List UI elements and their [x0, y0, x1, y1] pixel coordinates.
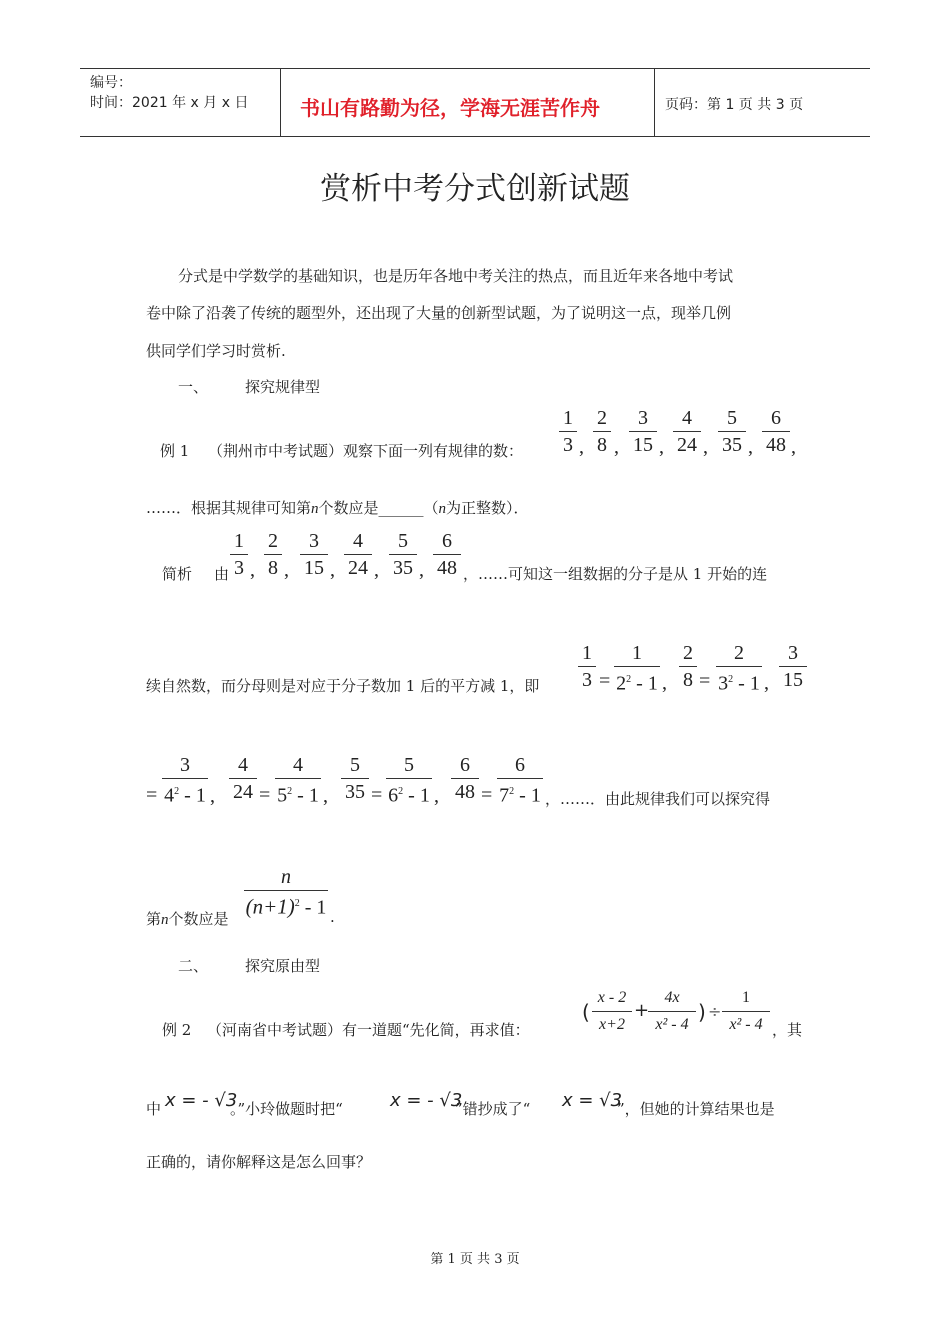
question-mid: 个数应是______（ [318, 499, 439, 517]
ex1-fraction [559, 405, 577, 458]
right-paren: ) [698, 1000, 706, 1024]
fraction-numerator: 3 [779, 640, 807, 667]
fraction-denominator: 8 [597, 434, 607, 456]
ex1-fraction [673, 405, 701, 458]
eq-fraction [716, 640, 762, 697]
comma: , [210, 785, 215, 807]
general-term-fraction [244, 864, 328, 921]
equals-sign: = [259, 784, 271, 806]
fraction-denominator: 15 [304, 557, 324, 579]
expr-fraction [722, 985, 770, 1038]
exponent: 2 [294, 898, 300, 909]
header-top-rule [80, 68, 870, 69]
conclusion-text [146, 908, 229, 929]
fraction-denominator: 8 [268, 557, 278, 579]
fraction-numerator: 1 [722, 985, 770, 1012]
intro-line-2: 卷中除了沿袭了传统的题型外，还出现了大量的创新型试题，为了说明这一点，现举几例 [146, 304, 732, 322]
fraction-denominator [162, 779, 208, 809]
fraction-numerator: 1 [578, 640, 596, 667]
exponent: 2 [398, 786, 404, 797]
comma: , [703, 436, 708, 458]
eq-fraction [779, 640, 807, 693]
fraction-numerator: 4 [275, 752, 321, 779]
divide-sign: ÷ [708, 1002, 722, 1021]
example-2-label: 例 2 [162, 1021, 192, 1039]
exponent: 2 [509, 786, 515, 797]
comma: , [419, 559, 424, 581]
x-neg-sqrt3: x = - √3 [390, 1090, 463, 1111]
intro-line-3: 供同学们学习时赏析. [146, 342, 286, 360]
eq-fraction [497, 752, 543, 809]
fraction-numerator: 5 [718, 405, 746, 432]
comma: , [662, 672, 667, 694]
var-n: n [311, 501, 319, 517]
minus-one: - 1 [297, 784, 319, 807]
section-1-title: 探究规律型 [245, 378, 321, 396]
fraction-denominator: 24 [348, 557, 368, 579]
fraction-numerator: 1 [230, 528, 248, 555]
fraction-numerator: 5 [389, 528, 417, 555]
fraction-numerator: 3 [629, 405, 657, 432]
analysis-text-2: 续自然数，而分母则是对应于分子数加 1 后的平方减 1，即 [146, 677, 540, 695]
fraction-denominator [244, 891, 328, 921]
equals-sign: = [146, 784, 158, 806]
eq-fraction [614, 640, 660, 697]
eq-fraction [229, 752, 257, 805]
example-1-label: 例 1 [160, 442, 190, 460]
fraction-numerator: 6 [497, 752, 543, 779]
fraction-numerator: 6 [433, 528, 461, 555]
header-motto: 书山有路勤为径，学海无涯苦作舟 [300, 96, 600, 120]
equals-sign: = [371, 784, 383, 806]
var-n: n [438, 501, 447, 517]
comma: , [791, 436, 796, 458]
eq-fraction [451, 752, 479, 805]
fraction-denominator: 3 [563, 434, 573, 456]
base: 6 [388, 784, 399, 807]
fraction-denominator: 8 [683, 669, 693, 691]
eq-fraction [578, 640, 596, 693]
ex1-fraction [762, 405, 790, 458]
example-1-text: （荆州市中考试题）观察下面一列有规律的数： [208, 442, 524, 460]
fraction-denominator: 48 [766, 434, 786, 456]
base: (n+1) [245, 894, 295, 919]
fraction-denominator: x² - 4 [655, 1016, 689, 1033]
conclusion-mid: 个数应是 [168, 910, 229, 928]
fraction-numerator: 4 [673, 405, 701, 432]
example-2-line2-c: ”，但她的计算结果也是 [617, 1100, 775, 1118]
expr-fraction [648, 985, 696, 1038]
minus-one: - 1 [636, 672, 658, 695]
comma: , [284, 559, 289, 581]
fraction-numerator: 3 [300, 528, 328, 555]
conclusion-prefix: 第 [146, 910, 162, 928]
example-2-line2-prefix: 中 [146, 1100, 162, 1118]
fraction-denominator [386, 779, 432, 809]
fraction-denominator: 48 [455, 781, 475, 803]
intro-line-1: 分式是中学数学的基础知识，也是历年各地中考关注的热点，而且近年来各地中考试 [178, 267, 734, 285]
comma: , [330, 559, 335, 581]
fraction-numerator: 4 [344, 528, 372, 555]
section-1-number: 一、 [178, 378, 209, 396]
base: 5 [277, 784, 288, 807]
header-divider-2 [654, 68, 655, 136]
eq-fraction [341, 752, 369, 805]
fraction-numerator: n [244, 864, 328, 891]
comma: , [748, 436, 753, 458]
example-2-line2-b: ”错抄成了“ [455, 1100, 531, 1118]
fraction-denominator: 48 [437, 557, 457, 579]
fraction-denominator: 24 [677, 434, 697, 456]
fraction-denominator: 35 [722, 434, 742, 456]
fraction-numerator: 6 [762, 405, 790, 432]
fraction-numerator: 2 [679, 640, 697, 667]
question-suffix: 为正整数）． [446, 499, 529, 517]
example-2-line2-a: 。”小玲做题时把“ [230, 1100, 343, 1118]
period: . [330, 908, 335, 926]
analysis-fraction [264, 528, 282, 581]
analysis-fraction [433, 528, 461, 581]
minus-one: - 1 [304, 896, 327, 919]
expr-fraction [592, 985, 632, 1038]
fraction-denominator: 35 [345, 781, 365, 803]
fraction-denominator: 15 [783, 669, 803, 691]
fraction-numerator: 3 [162, 752, 208, 779]
fraction-numerator: 1 [559, 405, 577, 432]
page-footer: 第 1 页 共 3 页 [430, 1252, 520, 1267]
header-page-info: 页码：第 1 页 共 3 页 [665, 97, 804, 113]
analysis-label: 简析 [162, 565, 193, 583]
eq-fraction [275, 752, 321, 809]
equals-sign: = [481, 784, 493, 806]
analysis-fraction [230, 528, 248, 581]
fraction-numerator: 1 [614, 640, 660, 667]
page-title: 赏析中考分式创新试题 [320, 171, 630, 207]
fraction-denominator: 24 [233, 781, 253, 803]
minus-one: - 1 [184, 784, 206, 807]
fraction-denominator [275, 779, 321, 809]
section-2-title: 探究原由型 [245, 957, 321, 975]
x-pos-sqrt3: x = √3 [562, 1090, 623, 1111]
x-neg-sqrt3: x = - √3 [165, 1090, 238, 1111]
comma: , [250, 559, 255, 581]
fraction-numerator: 2 [716, 640, 762, 667]
base: 3 [718, 672, 729, 695]
fraction-numerator: 5 [341, 752, 369, 779]
analysis-fraction [300, 528, 328, 581]
ex1-fraction [718, 405, 746, 458]
comma: , [659, 436, 664, 458]
fraction-numerator: 4x [648, 985, 696, 1012]
base: 7 [499, 784, 510, 807]
ex1-fraction [593, 405, 611, 458]
analysis-text-1: ，……可知这一组数据的分子是从 1 开始的连 [463, 565, 768, 583]
base: 4 [164, 784, 175, 807]
analysis-row2-suffix: ，……．由此规律我们可以探究得 [545, 790, 771, 808]
fraction-denominator [716, 667, 762, 697]
analysis-fraction [389, 528, 417, 581]
minus-one: - 1 [519, 784, 541, 807]
exponent: 2 [626, 674, 632, 685]
analysis-you: 由 [214, 565, 230, 583]
analysis-fraction [344, 528, 372, 581]
example-1-question [146, 497, 529, 518]
minus-one: - 1 [408, 784, 430, 807]
fraction-numerator: 2 [264, 528, 282, 555]
fraction-numerator: 6 [451, 752, 479, 779]
fraction-denominator: x+2 [599, 1016, 625, 1033]
equals-sign: = [599, 670, 611, 692]
fraction-denominator [497, 779, 543, 809]
header-bottom-rule [80, 136, 870, 137]
fraction-numerator: x - 2 [592, 985, 632, 1012]
fraction-numerator: 4 [229, 752, 257, 779]
comma: , [374, 559, 379, 581]
left-paren: ( [582, 1000, 590, 1024]
question-prefix: ……．根据其规律可知第 [146, 499, 312, 517]
base: 2 [616, 672, 627, 695]
example-2-text: （河南省中考试题）有一道题“先化简，再求值： [207, 1021, 530, 1039]
plus-sign: + [634, 1000, 650, 1021]
header-time: 时间：2021 年 x 月 x 日 [90, 95, 249, 111]
section-2-number: 二、 [178, 957, 209, 975]
fraction-numerator: 5 [386, 752, 432, 779]
comma: , [579, 436, 584, 458]
eq-fraction [386, 752, 432, 809]
ex1-fraction [629, 405, 657, 458]
example-2-line3: 正确的，请你解释这是怎么回事？ [146, 1153, 372, 1171]
fraction-denominator: 15 [633, 434, 653, 456]
exponent: 2 [287, 786, 293, 797]
fraction-denominator: 3 [234, 557, 244, 579]
eq-fraction [162, 752, 208, 809]
comma: , [323, 785, 328, 807]
fraction-denominator: 35 [393, 557, 413, 579]
exponent: 2 [174, 786, 180, 797]
var-n: n [161, 912, 169, 928]
fraction-denominator: x² - 4 [729, 1016, 763, 1033]
equals-sign: = [699, 670, 711, 692]
fraction-denominator: 3 [582, 669, 592, 691]
minus-one: - 1 [738, 672, 760, 695]
comma: , [614, 436, 619, 458]
header-divider-1 [280, 68, 281, 136]
eq-fraction [679, 640, 697, 693]
exponent: 2 [728, 674, 734, 685]
fraction-denominator [614, 667, 660, 697]
fraction-numerator: 2 [593, 405, 611, 432]
comma: , [434, 785, 439, 807]
header-number: 编号： [90, 75, 132, 91]
example-2-after-expr: ，其 [772, 1021, 803, 1039]
comma: , [764, 672, 769, 694]
